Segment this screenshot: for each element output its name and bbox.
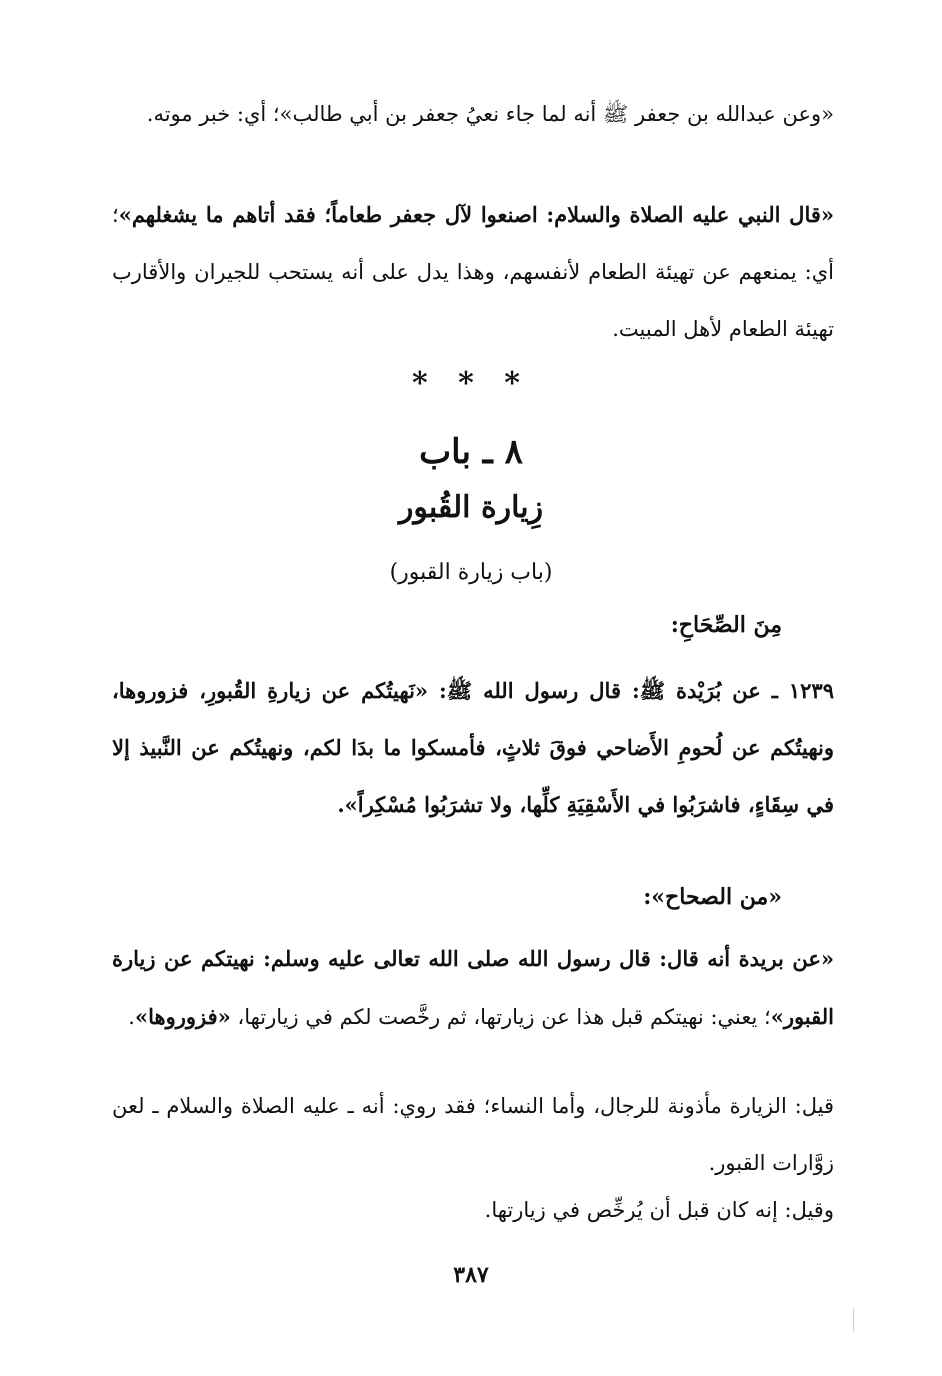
separator-stars: * * *: [412, 366, 530, 401]
commentary-text: قيل: الزيارة مأذونة للرجال، وأما النساء؛ فقد روي: أنه ـ عليه الصلاة والسلام ـ لعن زوَّارات القبور.: [112, 1094, 834, 1175]
hadith-text: ١٢٣٩ ـ عن بُرَيْدة ﷺ: قال رسول الله ﷺ: «نَهيتُكم عن زيارةِ القُبورِ، فزوروها، ونهيتُكم عن لُحومِ الأَضاحي فوقَ ثلاثٍ، فأمسكوا ما بدَا لكم، ونهيتُكم عن النَّبيذ إلا في سِقَاءٍ، فاشرَبُوا في الأَسْقِيَةِ كلِّها، ولا تشرَبُوا مُسْكِراً».: [112, 678, 834, 817]
commentary-text: وقيل: إنه كان قبل أن يُرخِّص في زيارتها.: [484, 1198, 834, 1222]
commentary-men-women: [112, 1078, 834, 1192]
commentary-quote: «عن بريدة أنه قال: قال رسول الله صلى الله تعالى عليه وسلم: نهيتكم عن زيارة القبور»: [112, 946, 834, 1029]
paragraph-prepare-food: [112, 186, 834, 358]
commentary-text: ؛ يعني: نهيتكم قبل هذا عن زيارتها، ثم رخَّصت لكم في زيارتها،: [237, 1005, 771, 1029]
section-heading-commentary: «من الصحاح»:: [643, 884, 782, 910]
paragraph-text: ؛ أي: يمنعهم عن تهيئة الطعام لأنفسهم، وهذا يدل على أنه يستحب للجيران والأقارب تهيئة الطعام لأهل المبيت.: [112, 203, 834, 341]
section-heading-sahih: مِنَ الصِّحَاحِ:: [670, 612, 782, 638]
page-number: ٣٨٧: [453, 1262, 489, 1288]
paragraph-text: «وعن عبدالله بن جعفر ﷺ أنه لما جاء نعيُ جعفر بن أبي طالب»؛ أي: خبر موته.: [146, 102, 834, 126]
hadith-1239: [112, 662, 834, 833]
commentary-permission: [112, 1182, 834, 1239]
chapter-number: ٨ ـ باب: [419, 432, 523, 472]
prophet-quote: «قال النبي عليه الصلاة والسلام: اصنعوا لآل جعفر طعاماً؛ فقد أتاهم ما يشغلهم»: [118, 202, 834, 227]
commentary-paragraph: [112, 930, 834, 1046]
commentary-quote-end: «فزوروها»: [134, 1004, 231, 1029]
scan-mark: [853, 1308, 854, 1332]
chapter-title: زِيارة القُبور: [398, 490, 544, 525]
commentary-period: .: [128, 1005, 135, 1029]
paragraph-jafar-news: [112, 86, 834, 143]
chapter-subtitle: (باب زيارة القبور): [389, 560, 553, 585]
